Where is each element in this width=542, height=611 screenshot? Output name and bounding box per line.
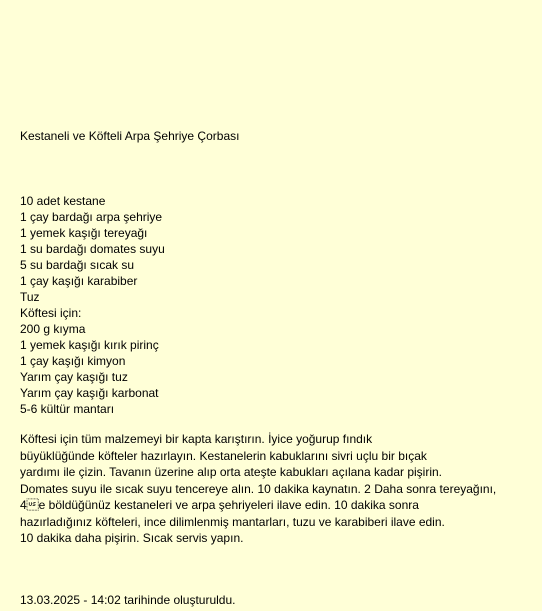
instruction-line: 10 dakika daha pişirin. Sıcak servis yapın. [20, 531, 244, 545]
ingredient-item: 1 su bardağı domates suyu [20, 242, 165, 256]
instruction-line: Domates suyu ile sıcak suyu tencereye alın. 10 dakika kaynatın. 2 Daha sonra tereyağını, [20, 481, 497, 496]
instructions-text [20, 431, 496, 547]
ingredient-item: 5-6 kültür mantarı [20, 402, 115, 416]
instruction-line: 4 e böldüğünüz kestaneleri ve arpa şehriyeleri ilave edin. 10 dakika sonra [20, 498, 419, 512]
ingredient-item: Yarım çay kaşığı karbonat [20, 386, 159, 400]
ingredient-item: Tuz [20, 290, 40, 304]
ingredient-item: Yarım çay kaşığı tuz [20, 370, 128, 384]
instruction-line: yardımı ile çizin. Tavanın üzerine alıp orta ateşte kabukları açılana kadar pişirin. [20, 465, 442, 479]
ingredient-item: 1 çay bardağı arpa şehriye [20, 210, 163, 224]
ingredient-item: 1 çay kaşığı karabiber [20, 274, 138, 288]
ingredient-item: 1 yemek kaşığı kırık pirinç [20, 338, 159, 352]
ingredient-item: 200 g kıyma [20, 322, 86, 336]
ingredient-item: 5 su bardağı sıcak su [20, 258, 135, 272]
created-timestamp: 13.03.2025 - 14:02 tarihinde oluşturuldu. [20, 593, 236, 607]
instruction-line: büyüklüğünde köfteler hazırlayın. Kestanelerin kabuklarını sivri uçlu bir bıçak [20, 448, 427, 463]
instruction-line: hazırladığınız köfteleri, ince dilimlenmiş mantarları, tuzu ve karabiberi ilave edin. [20, 514, 445, 529]
ingredient-item: 10 adet kestane [20, 194, 106, 208]
ingredient-item: 1 çay kaşığı kimyon [20, 354, 126, 368]
instruction-line: Köftesi için tüm malzemeyi bir kapta karıştırın. İyice yoğurup fındık [20, 432, 373, 446]
recipe-title: Kestaneli ve Köfteli Arpa Şehriye Çorbası [20, 129, 240, 143]
ingredient-subheading: Köftesi için: [20, 306, 82, 320]
ingredients-list [20, 193, 165, 417]
ingredient-item: 1 yemek kaşığı tereyağı [20, 226, 148, 240]
